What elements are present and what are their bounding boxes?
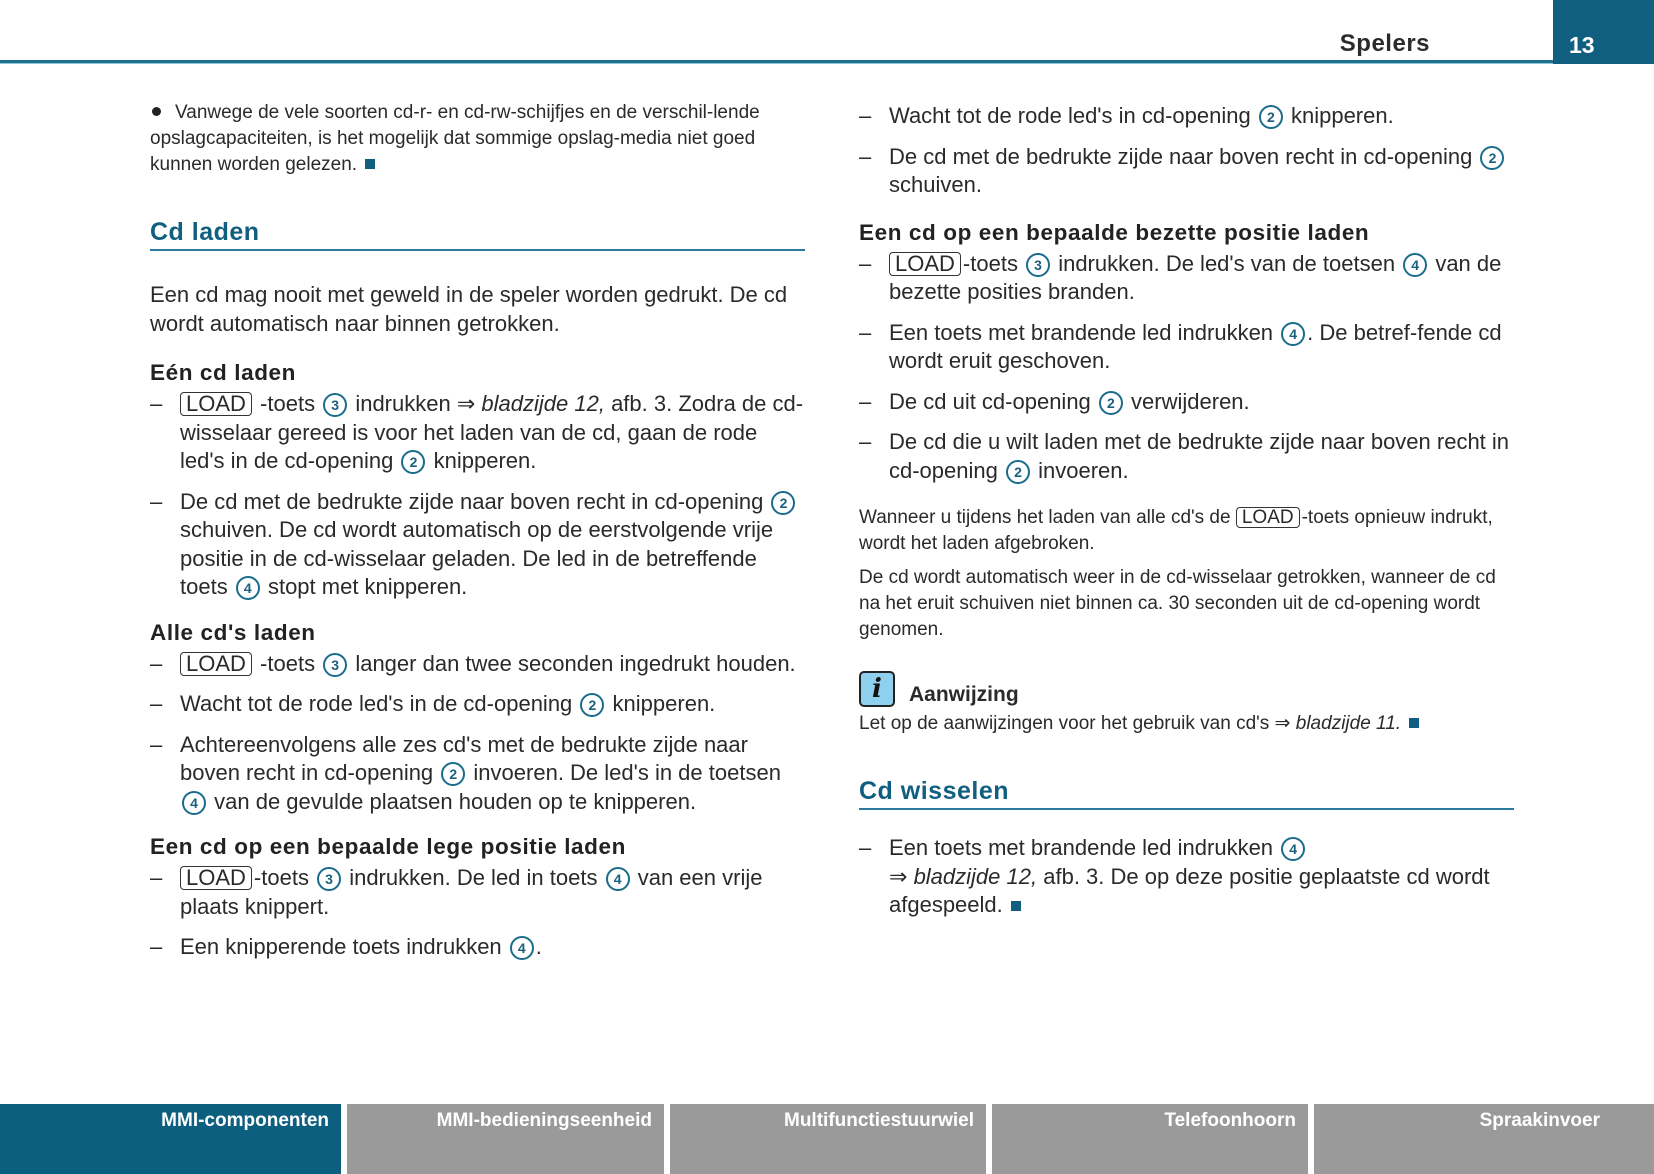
callout-number-icon: 3 xyxy=(317,867,341,891)
header-rule xyxy=(0,60,1556,64)
load-key-label: LOAD xyxy=(180,392,252,416)
info-icon: i xyxy=(859,671,895,707)
note-header xyxy=(859,671,1514,707)
page-reference-link[interactable]: bladzijde 12, xyxy=(913,863,1038,889)
step: – De cd uit cd-opening 2 verwijderen. xyxy=(859,388,1250,414)
step: – LOAD -toets 3 indrukken. De led's van de toetsen 4 van de bezette posities branden. xyxy=(859,250,1502,304)
callout-number-icon: 2 xyxy=(771,491,795,515)
callout-number-icon: 2 xyxy=(1480,146,1504,170)
paragraph-load-abort: Wanneer u tijdens het laden van alle cd's de LOAD -toets opnieuw indrukt, wordt het laden afgebroken. xyxy=(859,507,1493,554)
tab-mmi-bedieningseenheid[interactable]: MMI-bedieningseenheid xyxy=(347,1104,664,1174)
step: – Achtereenvolgens alle zes cd's met de bedrukte zijde naar boven recht in cd-opening 2 invoeren. De led's in de toetsen 4 van de gevulde plaatsen houden op te knipperen. xyxy=(150,731,781,814)
callout-number-icon: 4 xyxy=(606,867,630,891)
page-number: 13 xyxy=(1569,32,1595,58)
callout-number-icon: 4 xyxy=(1403,253,1427,277)
load-key-label: LOAD xyxy=(889,252,961,276)
load-key-label: LOAD xyxy=(180,866,252,890)
step: – Wacht tot de rode led's in cd-opening 2 knipperen. xyxy=(859,103,1394,128)
callout-number-icon: 2 xyxy=(1259,105,1283,129)
callout-number-icon: 2 xyxy=(1099,391,1123,415)
right-column xyxy=(859,92,1514,920)
callout-number-icon: 3 xyxy=(323,653,347,677)
paragraph-auto-retract: De cd wordt automatisch weer in de cd-wisselaar getrokken, wanneer de cd na het eruit schuiven niet binnen ca. 30 seconden uit de cd-opening wordt genomen. xyxy=(859,567,1496,640)
callout-number-icon: 2 xyxy=(1006,460,1030,484)
callout-number-icon: 3 xyxy=(323,393,347,417)
subheading-bezette-positie: Een cd op een bepaalde bezette positie laden xyxy=(859,219,1370,245)
page-reference-link[interactable]: bladzijde 12, xyxy=(481,391,605,416)
tab-mmi-componenten[interactable]: MMI-componenten xyxy=(0,1104,341,1174)
bullet-icon xyxy=(152,107,161,116)
subheading-alle-cds-laden: Alle cd's laden xyxy=(150,619,316,645)
section-title-cd-laden: Cd laden xyxy=(150,218,805,251)
chapter-title: Spelers xyxy=(1339,30,1430,57)
step: – Een toets met brandende led indrukken 4 ⇒ bladzijde 12, afb. 3. De op deze positie geplaatste cd wordt afgespeeld. xyxy=(859,835,1490,917)
intro-bullet: Vanwege de vele soorten cd-r- en cd-rw-schijfjes en de verschil-lende opslagcapaciteiten, is het mogelijk dat sommige opslag-media niet goed kunnen worden gelezen. xyxy=(150,102,760,175)
callout-number-icon: 4 xyxy=(236,576,260,600)
note-title: Aanwijzing xyxy=(909,683,1019,706)
section-title-cd-wisselen: Cd wisselen xyxy=(859,777,1514,810)
callout-number-icon: 2 xyxy=(401,450,425,474)
page-number-tab xyxy=(1553,0,1654,64)
callout-number-icon: 3 xyxy=(1026,253,1050,277)
note-text: Let op de aanwijzingen voor het gebruik van cd's ⇒ bladzijde 11. xyxy=(859,711,1514,737)
callout-number-icon: 2 xyxy=(441,762,465,786)
section-intro: Een cd mag nooit met geweld in de speler worden gedrukt. De cd wordt automatisch naar binnen getrokken. xyxy=(150,282,788,336)
load-key-label: LOAD xyxy=(180,652,252,676)
left-column xyxy=(150,92,805,962)
subheading-lege-positie: Een cd op een bepaalde lege positie laden xyxy=(150,834,626,859)
callout-number-icon: 4 xyxy=(182,791,206,815)
step: – Wacht tot de rode led's in de cd-opening 2 knipperen. xyxy=(150,691,716,716)
step: – Een toets met brandende led indrukken 4 . De betref-fende cd wordt eruit geschoven. xyxy=(859,319,1502,373)
tab-spraakinvoer[interactable]: Spraakinvoer xyxy=(1314,1104,1654,1174)
page-reference-link[interactable]: bladzijde 11. xyxy=(1295,713,1402,734)
step: – De cd met de bedrukte zijde naar boven recht in cd-opening 2 schuiven. xyxy=(859,143,1514,200)
tab-multifunctiestuurwiel[interactable]: Multifunctiestuurwiel xyxy=(670,1104,986,1174)
end-mark-icon xyxy=(1409,718,1419,728)
callout-number-icon: 4 xyxy=(1281,837,1305,861)
subheading-een-cd-laden: Eén cd laden xyxy=(150,360,296,385)
callout-number-icon: 4 xyxy=(1281,322,1305,346)
step: – LOAD -toets 3 indrukken. De led in toets 4 van een vrije plaats knippert. xyxy=(150,865,763,919)
end-mark-icon xyxy=(365,159,375,169)
callout-number-icon: 2 xyxy=(580,693,604,717)
end-mark-icon xyxy=(1011,901,1021,911)
footer-chapter-tabs xyxy=(0,1104,1654,1174)
tab-telefoonhoorn[interactable]: Telefoonhoorn xyxy=(992,1104,1308,1174)
step: – LOAD -toets 3 indrukken ⇒ bladzijde 12, afb. 3. Zodra de cd-wisselaar gereed is voor het laden van de cd, gaan de rode led's in de cd-opening 2 knipperen. xyxy=(150,391,804,473)
step: – LOAD -toets 3 langer dan twee seconden ingedrukt houden. xyxy=(150,650,796,676)
step: – De cd die u wilt laden met de bedrukte zijde naar boven recht in cd-opening 2 invoeren. xyxy=(859,429,1510,483)
step: – De cd met de bedrukte zijde naar boven recht in cd-opening 2 schuiven. De cd wordt automatisch op de eerstvolgende vrije positie in de cd-wisselaar geladen. De led in de betreffende toets 4 stopt met knipperen. xyxy=(150,488,805,602)
step: – Een knipperende toets indrukken 4 . xyxy=(150,934,542,959)
callout-number-icon: 4 xyxy=(510,936,534,960)
load-key-label: LOAD xyxy=(1236,507,1300,528)
